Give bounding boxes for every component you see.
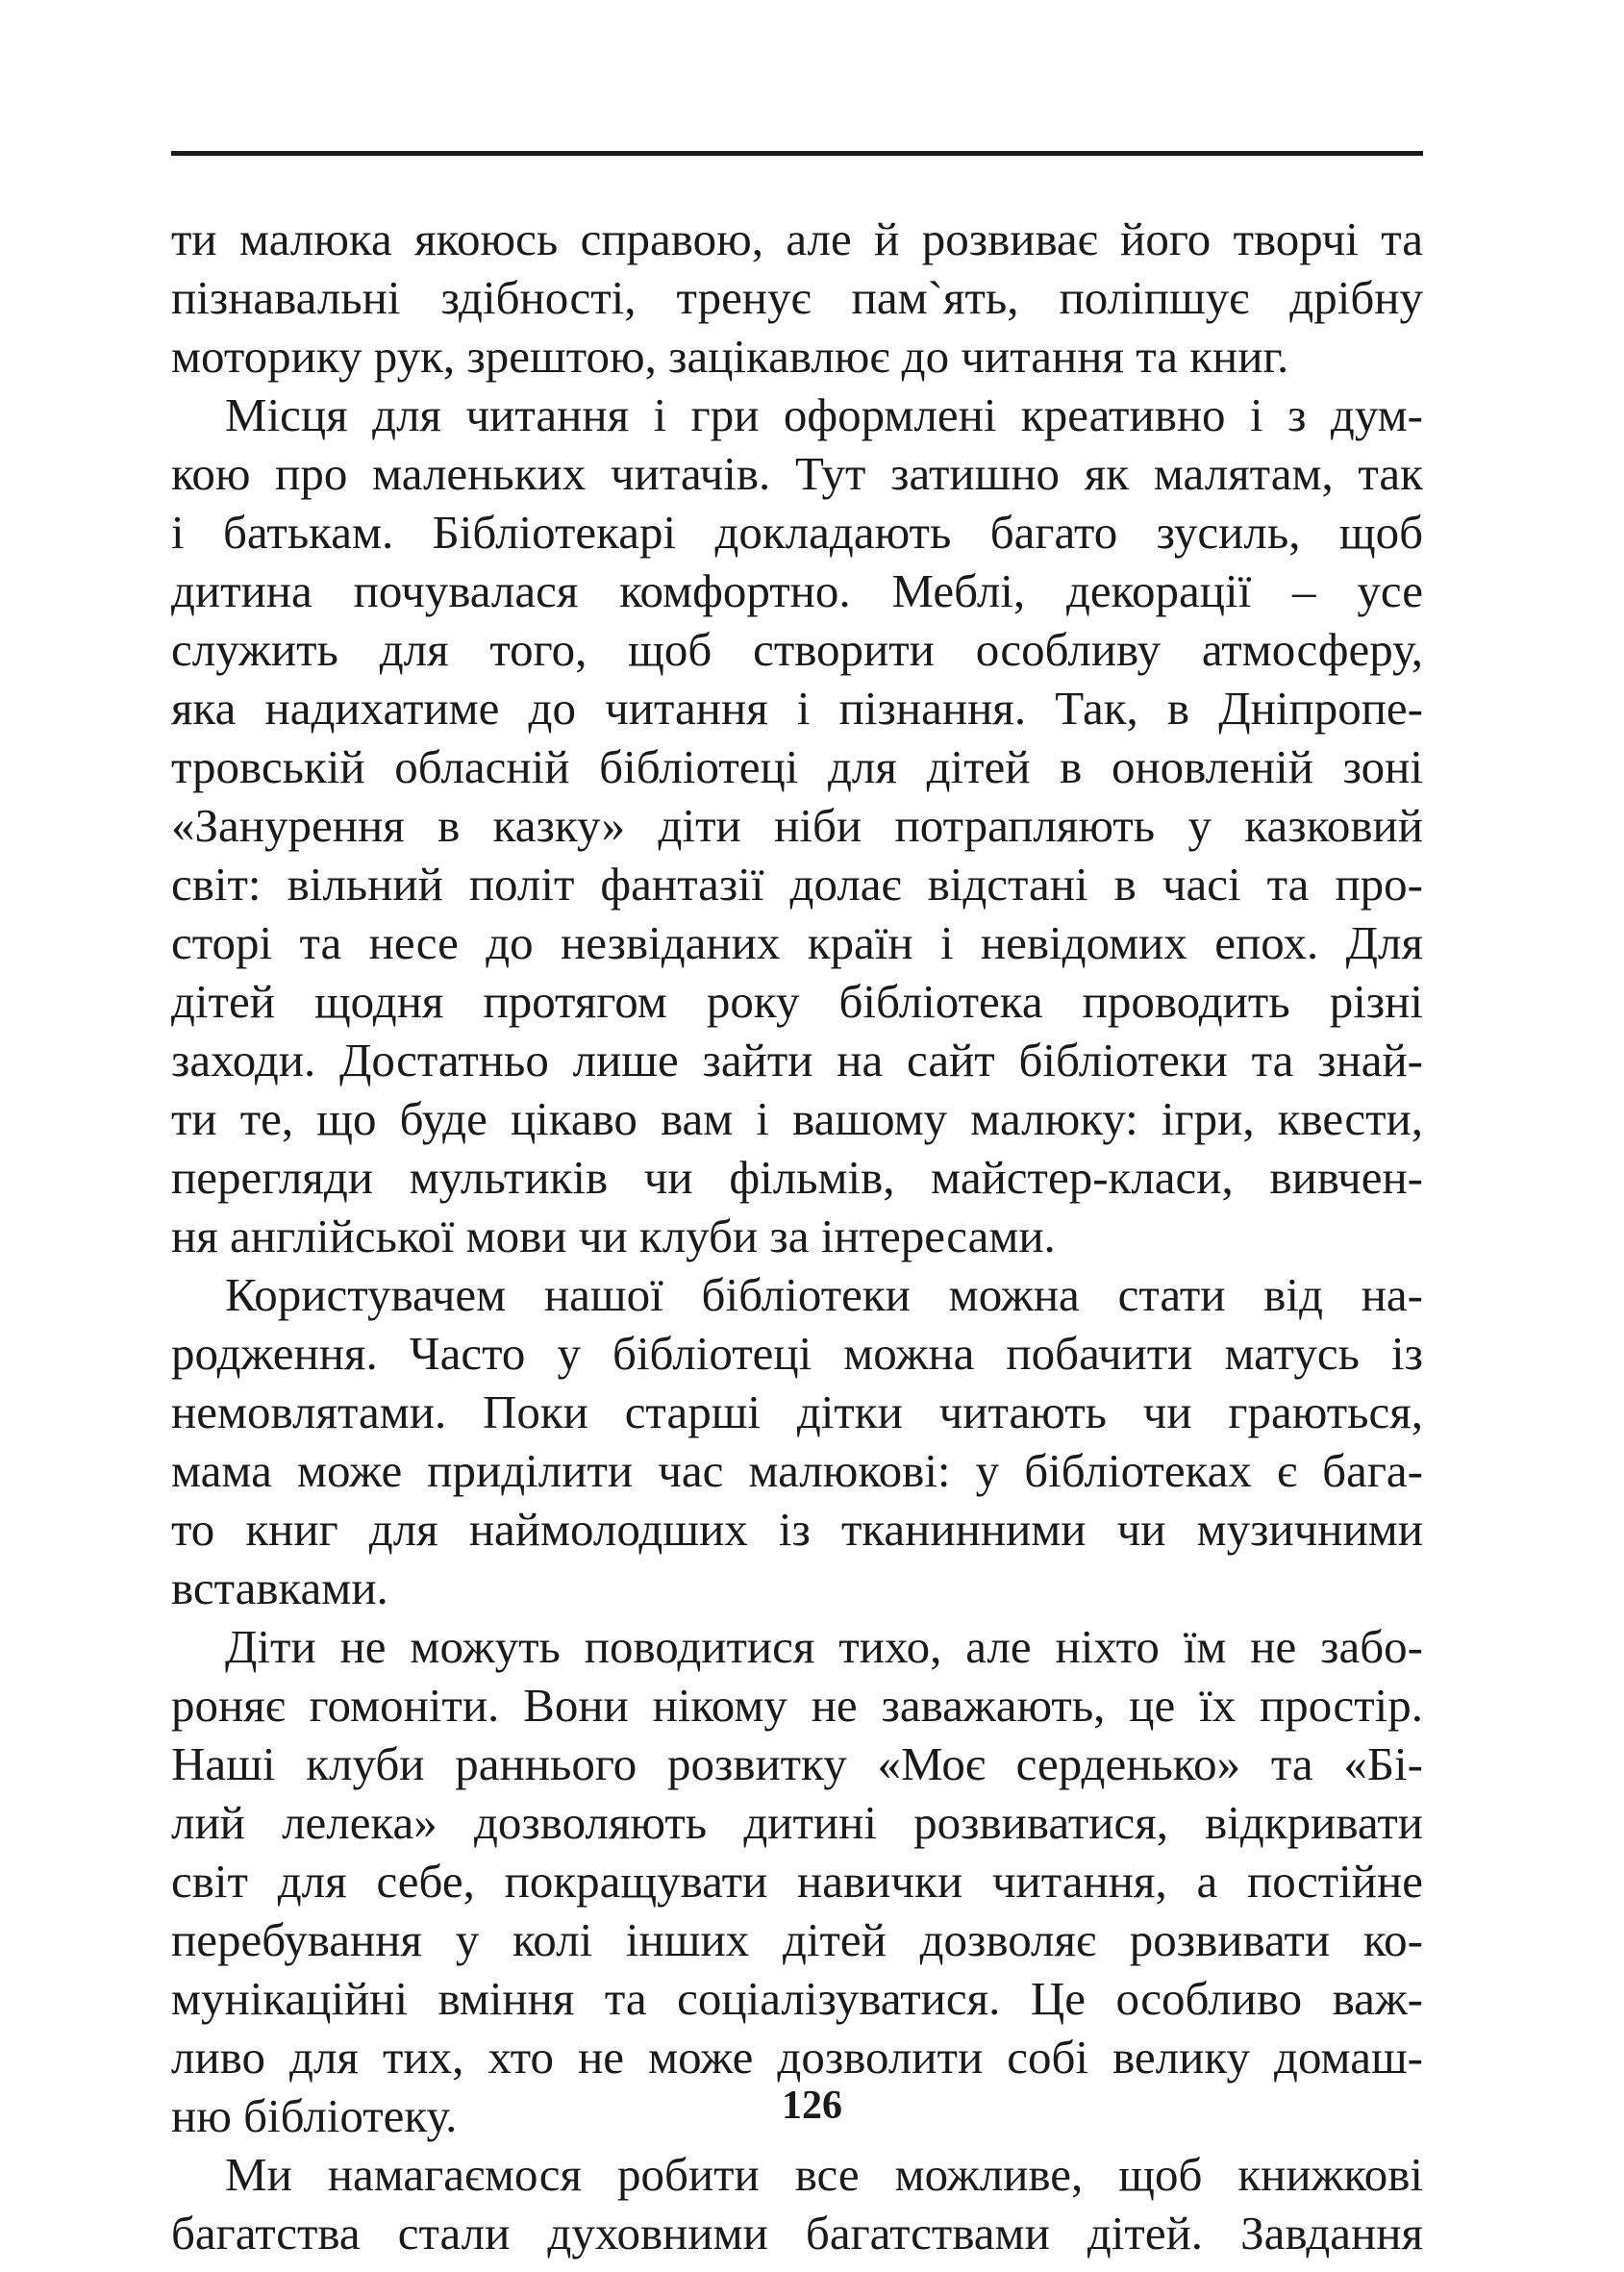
- text-line: роняє гомоніти. Вони нікому не заважають, це їх простір.: [171, 1679, 1423, 1732]
- text-line: служить для того, щоб створити особливу атмосферу,: [171, 623, 1423, 676]
- text-line: Користувачем нашої бібліотеки можна стати від на-: [225, 1268, 1423, 1321]
- text-line: кою про маленьких читачів. Тут затишно як малятам, так: [171, 447, 1423, 500]
- text-line: вставками.: [171, 1561, 388, 1614]
- text-line: мунікаційні вміння та соціалізуватися. Це особливо важ-: [171, 1972, 1423, 2025]
- text-line: «Занурення в казку» діти ніби потрапляють у казковий: [171, 799, 1423, 852]
- text-line: світ: вільний політ фантазії долає відстані в часі та про-: [171, 858, 1423, 911]
- text-line: ти те, що буде цікаво вам і вашому малюку: ігри, квести,: [171, 1092, 1423, 1145]
- text-line: перегляди мультиків чи фільмів, майстер-класи, вивчен-: [171, 1151, 1423, 1204]
- text-line: перебування у колі інших дітей дозволяє розвивати ко-: [171, 1913, 1423, 1966]
- text-line: Ми намагаємося робити все можливе, щоб книжкові: [225, 2148, 1423, 2201]
- body-text: [171, 210, 1423, 2262]
- text-line: світ для себе, покращувати навички читання, а постійне: [171, 1855, 1423, 1908]
- header-rule: [171, 151, 1423, 156]
- text-line: і батькам. Бібліотекарі докладають багато зусиль, щоб: [171, 506, 1423, 559]
- text-line: лий лелека» дозволяють дитині розвиватися, відкривати: [171, 1796, 1423, 1849]
- text-line: Місця для читання і гри оформлені креативно і з дум-: [225, 388, 1423, 441]
- text-line: Наші клуби раннього розвитку «Моє серденько» та «Бі-: [171, 1737, 1423, 1790]
- text-line: сторі та несе до незвіданих країн і невідомих епох. Для: [171, 916, 1423, 969]
- text-line: ня англійської мови чи клуби за інтересами.: [171, 1210, 1056, 1262]
- text-line: яка надихатиме до читання і пізнання. Так, в Дніпропе-: [171, 682, 1423, 735]
- text-line: тровській обласній бібліотеці для дітей в оновленій зоні: [171, 740, 1423, 793]
- page-number: 126: [782, 2084, 842, 2128]
- text-line: ливо для тих, хто не може дозволити собі велику домаш-: [171, 2031, 1423, 2084]
- text-line: то книг для наймолодших із тканинними чи музичними: [171, 1503, 1423, 1556]
- text-line: дітей щодня протягом року бібліотека проводить різні: [171, 975, 1423, 1028]
- text-line: багатства стали духовними багатствами дітей. Завдання: [171, 2207, 1423, 2260]
- text-line: Діти не можуть поводитися тихо, але ніхто їм не забо-: [225, 1620, 1423, 1673]
- text-line: дитина почувалася комфортно. Меблі, декорації – усе: [171, 564, 1423, 617]
- text-line: моторику рук, зрештою, зацікавлює до читання та книг.: [171, 330, 1289, 383]
- text-line: ти малюка якоюсь справою, але й розвиває його творчі та: [171, 212, 1423, 265]
- text-line: родження. Часто у бібліотеці можна побачити матусь із: [171, 1327, 1423, 1380]
- text-line: заходи. Достатньо лише зайти на сайт бібліотеки та знай-: [171, 1034, 1423, 1086]
- text-line: пізнавальні здібності, тренує пам`ять, поліпшує дрібну: [171, 271, 1423, 324]
- text-line: ню бібліотеку.: [171, 2089, 458, 2142]
- text-line: мама може приділити час малюкові: у бібліотеках є бага-: [171, 1444, 1423, 1497]
- text-line: немовлятами. Поки старші дітки читають чи граються,: [171, 1386, 1423, 1438]
